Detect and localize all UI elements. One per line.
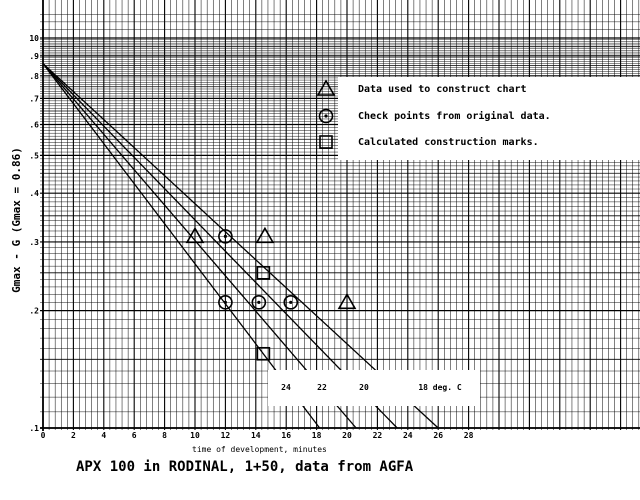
marker-circle-center: [224, 301, 227, 304]
x-tick-label: 22: [372, 431, 383, 440]
data-markers: [187, 228, 355, 359]
y-axis-label: Gmax - G (Gmax = 0.86): [10, 147, 23, 293]
y-tick-label: .7: [29, 94, 39, 104]
x-tick-label: 8: [162, 431, 168, 440]
x-tick-label: 0: [40, 431, 46, 440]
y-tick-label: .4: [29, 189, 39, 199]
legend-triangle-icon: [318, 81, 334, 95]
curve-label: 24: [281, 383, 291, 392]
x-tick-label: 16: [281, 431, 292, 440]
x-tick-label: 26: [433, 431, 444, 440]
x-tick-label: 12: [220, 431, 231, 440]
y-tick-label: .8: [29, 71, 39, 81]
x-tick-label: 28: [463, 431, 474, 440]
x-tick-label: 20: [342, 431, 352, 440]
x-tick-label: 14: [250, 431, 261, 440]
grid: [40, 0, 640, 431]
legend-item-label: Calculated construction marks.: [358, 137, 539, 148]
y-tick-label: .2: [29, 306, 39, 316]
curve-label: 20: [359, 383, 369, 392]
y-tick-label: .1: [29, 424, 39, 433]
y-tick-label: 10: [29, 34, 39, 43]
x-tick-label: 24: [402, 431, 413, 440]
y-tick-label: .3: [29, 237, 39, 247]
legend-square-icon: [320, 136, 332, 148]
x-tick-label: 4: [101, 431, 107, 440]
x-tick-label: 10: [190, 431, 200, 440]
x-axis-label: time of development, minutes: [192, 445, 327, 454]
marker-circle-center: [224, 235, 227, 238]
legend-item-label: Check points from original data.: [358, 111, 551, 122]
legend-item-label: Data used to construct chart: [358, 84, 527, 95]
chart-title: APX 100 in RODINAL, 1+50, data from AGFA: [76, 459, 414, 475]
curve-label: 18 deg. C: [418, 383, 462, 392]
y-tick-label: .9: [29, 51, 39, 61]
curve-label: 22: [317, 383, 327, 392]
legend-circle-icon-center: [324, 114, 327, 117]
marker-circle-center: [289, 301, 292, 304]
x-tick-label: 18: [311, 431, 322, 440]
legend: [318, 77, 640, 160]
curve-labels-box: [268, 370, 480, 406]
y-tick-label: .6: [29, 120, 39, 130]
marker-triangle: [257, 228, 273, 242]
y-tick-label: .5: [29, 151, 39, 161]
x-tick-label: 2: [70, 431, 76, 440]
marker-circle-center: [257, 301, 260, 304]
x-tick-label: 6: [131, 431, 137, 440]
